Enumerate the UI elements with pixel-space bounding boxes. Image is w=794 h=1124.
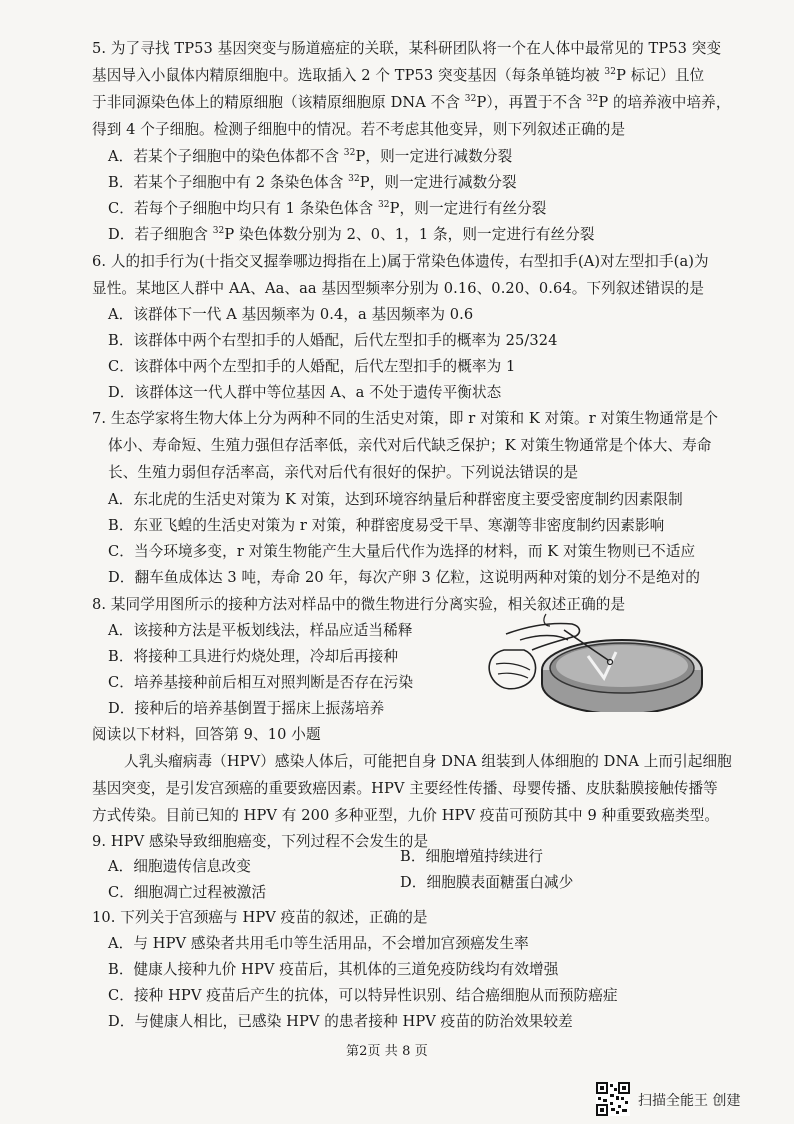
reading-intro: 阅读以下材料，回答第 9、10 小题 [92, 726, 321, 743]
q7-stem-line-1: 7. 生态学家将生物大体上分为两种不同的生活史对策，即 r 对策和 K 对策。r 对策生物通常是个 [92, 410, 719, 427]
q9-option-c: C．细胞凋亡过程被激活 [108, 884, 267, 901]
page-number: 第2页 共 8 页 [346, 1044, 428, 1059]
q8-option-a: A．该接种方法是平板划线法，样品应适当稀释 [108, 622, 413, 639]
q9-option-b: B．细胞增殖持续进行 [400, 848, 544, 865]
q8-option-c: C．培养基接种前后相互对照判断是否存在污染 [108, 674, 414, 691]
q6-option-c: C．该群体中两个左型扣手的人婚配，后代左型扣手的概率为 1 [108, 358, 516, 375]
reading-paragraph-line-1: 人乳头瘤病毒（HPV）感染人体后，可能把自身 DNA 组装到人体细胞的 DNA 上而引起细胞 [124, 753, 732, 770]
reading-paragraph-line-2: 基因突变，是引发宫颈癌的重要致癌因素。HPV 主要经性传播、母婴传播、皮肤黏膜接触传播等 [92, 780, 718, 797]
q7-option-d: D．翻车鱼成体达 3 吨，寿命 20 年，每次产卵 3 亿粒，这说明两种对策的划分不是绝对的 [108, 569, 701, 586]
q8-option-b: B．将接种工具进行灼烧处理，冷却后再接种 [108, 648, 399, 665]
reading-paragraph-line-3: 方式传染。目前已知的 HPV 有 200 多种亚型，九价 HPV 疫苗可预防其中 9 种重要致癌类型。 [92, 807, 720, 824]
q5-option-d: D．若子细胞含 $^{32}$P 染色体数分别为 2、0、1，1 条，则一定进行有丝分裂 [108, 226, 595, 243]
q10-option-a: A．与 HPV 感染者共用毛巾等生活用品，不会增加宫颈癌发生率 [108, 935, 529, 952]
q5-stem-line-3: 于非同源染色体上的精原细胞（该精原细胞原 DNA 不含 $^{32}$P），再置于不含 $^{32}$P 的培养液中培养， [92, 94, 731, 111]
q7-option-a: A．东北虎的生活史对策为 K 对策，达到环境容纳量后种群密度主要受密度制约因素限制 [108, 491, 683, 508]
q10-option-c: C．接种 HPV 疫苗后产生的抗体，可以特异性识别、结合癌细胞从而预防癌症 [108, 987, 618, 1004]
q8-stem-line-1: 8. 某同学用图所示的接种方法对样品中的微生物进行分离实验，相关叙述正确的是 [92, 596, 626, 613]
petri-dish-streaking-icon [476, 604, 706, 712]
q5-stem-line-2: 基因导入小鼠体内精原细胞中。选取插入 2 个 TP53 突变基因（每条单链均被 $^{32}$P 标记）且位 [92, 67, 705, 84]
q8-option-d: D．接种后的培养基倒置于摇床上振荡培养 [108, 700, 385, 717]
q6-option-d: D．该群体这一代人群中等位基因 A、a 不处于遗传平衡状态 [108, 384, 502, 401]
q5-option-c: C．若每个子细胞中均只有 1 条染色体含 $^{32}$P，则一定进行有丝分裂 [108, 200, 547, 217]
q10-option-b: B．健康人接种九价 HPV 疫苗后，其机体的三道免疫防线均有效增强 [108, 961, 559, 978]
q9-stem: 9. HPV 感染导致细胞癌变，下列过程不会发生的是 [92, 833, 429, 850]
q7-option-c: C．当今环境多变，r 对策生物能产生大量后代作为选择的材料，而 K 对策生物则已不适应 [108, 543, 696, 560]
q6-option-a: A．该群体下一代 A 基因频率为 0.4，a 基因频率为 0.6 [108, 306, 474, 323]
q6-stem-line-2: 显性。某地区人群中 AA、Aa、aa 基因型频率分别为 0.16、0.20、0.64。下列叙述错误的是 [92, 280, 705, 297]
q5-option-b: B．若某个子细胞中有 2 条染色体含 $^{32}$P，则一定进行减数分裂 [108, 174, 517, 191]
q7-stem-line-2: 体小、寿命短、生殖力强但存活率低，亲代对后代缺乏保护；K 对策生物通常是个体大、寿命 [108, 437, 712, 454]
q7-stem-line-3: 长、生殖力弱但存活率高，亲代对后代有很好的保护。下列说法错误的是 [108, 464, 579, 481]
q9-option-d: D．细胞膜表面糖蛋白减少 [400, 874, 574, 891]
q9-option-a: A．细胞遗传信息改变 [108, 858, 251, 875]
q7-option-b: B．东亚飞蝗的生活史对策为 r 对策，种群密度易受干旱、寒潮等非密度制约因素影响 [108, 517, 665, 534]
q10-stem: 10. 下列关于宫颈癌与 HPV 疫苗的叙述，正确的是 [92, 909, 428, 926]
q5-option-a: A．若某个子细胞中的染色体都不含 $^{32}$P，则一定进行减数分裂 [108, 148, 513, 165]
q6-stem-line-1: 6. 人的扣手行为(十指交叉握拳哪边拇指在上)属于常染色体遗传，右型扣手(A)对左型扣手(a)为 [92, 253, 709, 270]
qr-code-icon [596, 1082, 630, 1116]
q10-option-d: D．与健康人相比，已感染 HPV 的患者接种 HPV 疫苗的防治效果较差 [108, 1013, 573, 1030]
scanner-watermark-label: 扫描全能王 创建 [638, 1093, 741, 1109]
q5-stem-line-4: 得到 4 个子细胞。检测子细胞中的情况。若不考虑其他变异，则下列叙述正确的是 [92, 121, 626, 138]
q5-stem-line-1: 5. 为了寻找 TP53 基因突变与肠道癌症的关联，某科研团队将一个在人体中最常见的 TP53 突变 [92, 40, 722, 57]
q6-option-b: B．该群体中两个右型扣手的人婚配，后代左型扣手的概率为 25/324 [108, 332, 558, 349]
